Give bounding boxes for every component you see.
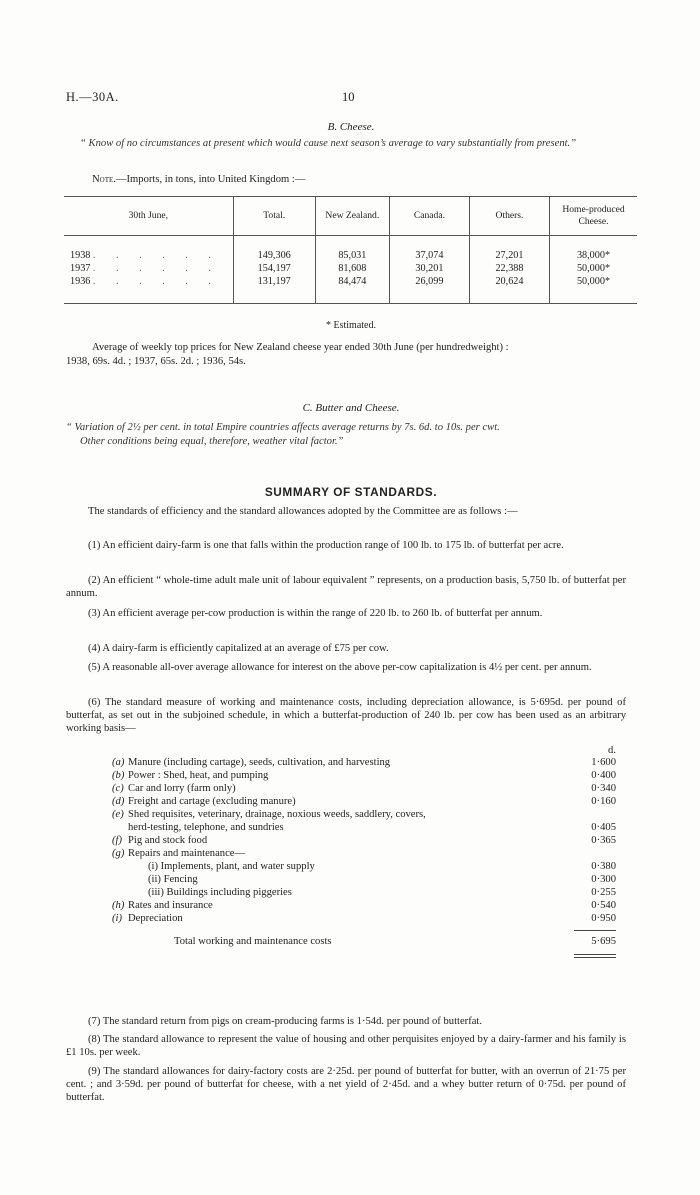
col-header-others: Others.: [469, 197, 549, 236]
imports-table: [64, 196, 637, 304]
cell-new-zealand: 84,474: [315, 276, 389, 289]
cell-others: 27,201: [469, 250, 549, 263]
section-heading-butter-cheese: C. Butter and Cheese.: [302, 402, 400, 414]
leader-dots: . . . . . .: [92, 276, 220, 288]
cheese-quote: “ Know of no circumstances at present which would cause next season’s average to vary substantially from present.”: [80, 138, 577, 149]
cell-total: 154,197: [233, 263, 315, 276]
leader-dots: . . . . . .: [92, 263, 220, 275]
cell-others: 20,624: [469, 276, 549, 289]
standard-item-8: (8) The standard allowance to represent the value of housing and other perquisites enjoyed by a dairy-farmer and his family is £1 10s. per week.: [66, 1034, 626, 1058]
summary-intro: The standards of efficiency and the standard allowances adopted by the Committee are as follows :—: [88, 506, 518, 517]
schedule-row: (g) Repairs and maintenance—: [112, 848, 246, 859]
col-header-canada: Canada.: [389, 197, 469, 236]
note-label: Note.: [92, 174, 116, 185]
average-prices-line1: Average of weekly top prices for New Zealand cheese year ended 30th June (per hundredweight) :: [92, 342, 509, 353]
cell-new-zealand: 81,608: [315, 263, 389, 276]
butter-cheese-quote-line1: “ Variation of 2½ per cent. in total Empire countries affects average returns by 7s. 6d. to 10s. per cwt.: [66, 422, 500, 433]
standard-item-7: (7) The standard return from pigs on cream-producing farms is 1·54d. per pound of butterfat.: [88, 1016, 483, 1027]
standard-item-5: (5) A reasonable all-over average allowance for interest on the above per-cow capitalization is 4½ per cent. per annum.: [88, 662, 592, 673]
standard-item-2: (2) An efficient “ whole-time adult male unit of labour equivalent ” represents, on a production basis, 5,750 lb. of butterfat per annum.: [66, 575, 626, 599]
standard-item-4: (4) A dairy-farm is efficiently capitalized at an average of £75 per cow.: [88, 643, 389, 654]
table-footnote: * Estimated.: [326, 320, 376, 331]
cell-home-produced: 50,000*: [549, 276, 637, 289]
schedule-row: (c) Car and lorry (farm only) 0·340: [112, 783, 616, 794]
note-text: —Imports, in tons, into United Kingdom :—: [115, 174, 306, 185]
schedule-row: (a) Manure (including cartage), seeds, cultivation, and harvesting 1·600: [112, 757, 616, 768]
cell-canada: 37,074: [389, 250, 469, 263]
cell-total: 131,197: [233, 276, 315, 289]
schedule-row: herd-testing, telephone, and sundries 0·405: [128, 822, 616, 833]
schedule-row: (i) Implements, plant, and water supply 0·380: [148, 861, 616, 872]
summary-title: SUMMARY OF STANDARDS.: [264, 485, 438, 499]
cell-total: 149,306: [233, 250, 315, 263]
butter-cheese-quote-line2: Other conditions being equal, therefore, weather vital factor.”: [80, 436, 344, 447]
schedule-value: 0·160: [591, 796, 616, 807]
col-header-home-produced: Home-produced Cheese.: [549, 197, 637, 236]
schedule-total-value: 5·695: [591, 936, 616, 947]
cell-home-produced: 38,000*: [549, 250, 637, 263]
col-header-date: 30th June,: [64, 197, 233, 236]
schedule-row: (i) Depreciation 0·950: [112, 913, 616, 924]
standard-item-9: (9) The standard allowances for dairy-factory costs are 2·25d. per pound of butterfat for butter, with an overrun of 21·75 per cent. ; and 3·59d. per pound of butterfat for cheese, with a net yield of 2·45d. and a whey butter return of 0·75d. per pound of butterfat.: [66, 1066, 626, 1103]
cell-canada: 30,201: [389, 263, 469, 276]
schedule-row: (h) Rates and insurance 0·540: [112, 900, 616, 911]
schedule-value: 0·405: [591, 822, 616, 833]
schedule-row: (f) Pig and stock food 0·365: [112, 835, 616, 846]
document-code: H.—30A.: [66, 90, 119, 104]
cell-home-produced: 50,000*: [549, 263, 637, 276]
schedule-row: (b) Power : Shed, heat, and pumping 0·400: [112, 770, 616, 781]
cost-schedule: [112, 745, 622, 975]
cell-new-zealand: 85,031: [315, 250, 389, 263]
schedule-value: 0·380: [591, 861, 616, 872]
schedule-row: (iii) Buildings including piggeries 0·255: [148, 887, 616, 898]
schedule-value: 0·340: [591, 783, 616, 794]
imports-table-wrap: [64, 196, 637, 304]
schedule-total-row: [174, 936, 679, 948]
col-header-total: Total.: [233, 197, 315, 236]
standard-item-3: (3) An efficient average per-cow production is within the range of 220 lb. to 260 lb. of butterfat per annum.: [88, 608, 543, 619]
schedule-value: 0·300: [591, 874, 616, 885]
subtotal-rule: [574, 930, 616, 931]
table-row: [64, 263, 637, 276]
schedule-total-label: Total working and maintenance costs: [174, 936, 332, 947]
schedule-value: 0·255: [591, 887, 616, 898]
schedule-value: 0·950: [591, 913, 616, 924]
schedule-row: (d) Freight and cartage (excluding manure) 0·160: [112, 796, 616, 807]
schedule-unit: d.: [608, 745, 616, 756]
row-year: 1937: [70, 263, 91, 275]
col-header-new-zealand: New Zealand.: [315, 197, 389, 236]
page-number: 10: [342, 90, 355, 104]
page-header: [66, 90, 636, 108]
standard-item-1: (1) An efficient dairy-farm is one that falls within the production range of 100 lb. to 175 lb. of butterfat per acre.: [88, 540, 564, 551]
cell-canada: 26,099: [389, 276, 469, 289]
row-year: 1938: [70, 250, 91, 262]
schedule-value: 0·540: [591, 900, 616, 911]
row-year: 1936: [70, 276, 91, 288]
total-rule: [574, 954, 616, 955]
section-heading-cheese: B. Cheese.: [327, 121, 375, 133]
schedule-value: 0·365: [591, 835, 616, 846]
table-row: [64, 250, 637, 263]
leader-dots: . . . . . .: [92, 250, 220, 262]
cell-others: 22,388: [469, 263, 549, 276]
schedule-row: (e) Shed requisites, veterinary, drainage, noxious weeds, saddlery, covers,: [112, 809, 426, 820]
table-row: [64, 276, 637, 289]
schedule-value: 1·600: [591, 757, 616, 768]
standard-item-6: (6) The standard measure of working and maintenance costs, including depreciation allowance, is 5·695d. per pound of butterfat, as set out in the subjoined schedule, in which a butterfat-production of 240 lb. per cow has been used as an arbitrary working basis—: [66, 697, 626, 734]
total-double-rule: [574, 957, 616, 958]
schedule-value: 0·400: [591, 770, 616, 781]
imports-note: [92, 174, 632, 187]
schedule-row: (ii) Fencing 0·300: [148, 874, 616, 885]
average-prices-line2: 1938, 69s. 4d. ; 1937, 65s. 2d. ; 1936, 54s.: [66, 356, 246, 367]
